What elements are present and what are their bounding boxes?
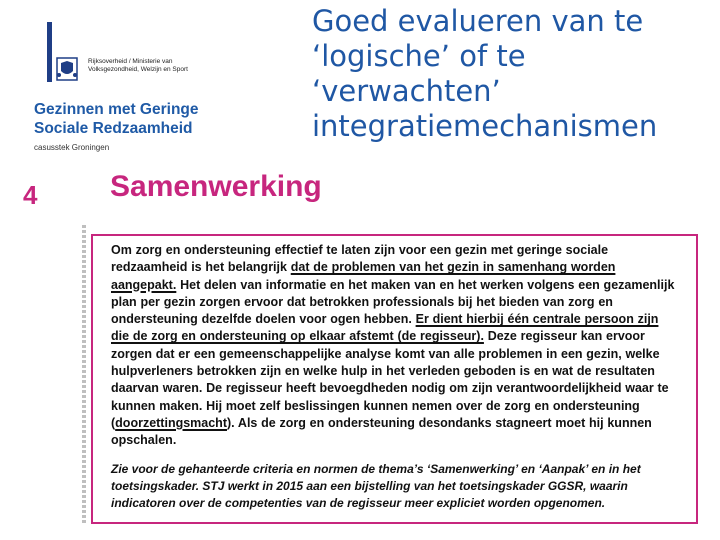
underlined-phrase: dat de problemen van het gezin in samenhang worden aangepakt. (111, 260, 616, 292)
chapter-title: Samenwerking (110, 170, 322, 203)
slide-title: Goed evalueren van te ‘logische’ of te ‘verwachten’ integratiemechanismen (312, 4, 658, 143)
underlined-phrase: doorzettingsmacht (115, 415, 227, 430)
text-segment: Deze regisseur kan ervoor zorgen dat er een gemeenschappelijke analyse komt van alle problemen in een gezin, welke hulpverleners betrokken zijn en welke hulp in het verleden geboden is en wat de resultaten daarvan waren. De regisseur heeft bevoegdheden nodig om zijn verantwoordelijkheid waar te kunnen maken. Hij moet zelf beslissingen kunnen nemen over de zorg en ondersteuning ( (111, 329, 669, 430)
text-segment: Het delen van informatie en het maken van en het werken volgens een gezamenlijk plan per gezin zorgen ervoor dat betrokken professionals bij het bieden van zorg en ondersteuning dezelfde doelen voor ogen hebben. (111, 277, 675, 327)
body-paragraph (111, 242, 678, 450)
document-title-line1: Gezinnen met Geringe (34, 101, 199, 118)
logo-text: Rijksoverheid / Ministerie van Volksgezondheid, Welzijn en Sport (88, 58, 188, 73)
decorative-rail (82, 225, 86, 525)
chapter-number: 4 (23, 180, 38, 210)
document-title (34, 100, 199, 138)
government-logo (40, 22, 200, 92)
document-title-line2: Sociale Redzaamheid (34, 120, 193, 137)
text-segment: Om zorg en ondersteuning effectief te laten zijn voor een gezin met geringe sociale redzaamheid is het belangrijk (111, 243, 609, 275)
text-segment: ). Als de zorg en ondersteuning desondanks stagneert moet hij kunnen opschalen. (111, 415, 652, 448)
content-box (91, 234, 698, 524)
document-subtitle: casusstek Groningen (34, 143, 110, 152)
crest-icon (53, 55, 81, 83)
note-paragraph: Zie voor de gehanteerde criteria en normen de thema’s ‘Samenwerking’ en ‘Aanpak’ en in het toetsingskader. STJ werkt in 2015 aan een bijstelling van het toetsingskader GGSR, waarin indicatoren over de competenties van de regisseur meer expliciet worden opgenomen. (111, 461, 641, 510)
underlined-phrase: Er dient hierbij één centrale persoon zijn die de zorg en ondersteuning op elkaar afstemt (de regisseur). (111, 312, 659, 344)
logo-bar (47, 22, 52, 82)
